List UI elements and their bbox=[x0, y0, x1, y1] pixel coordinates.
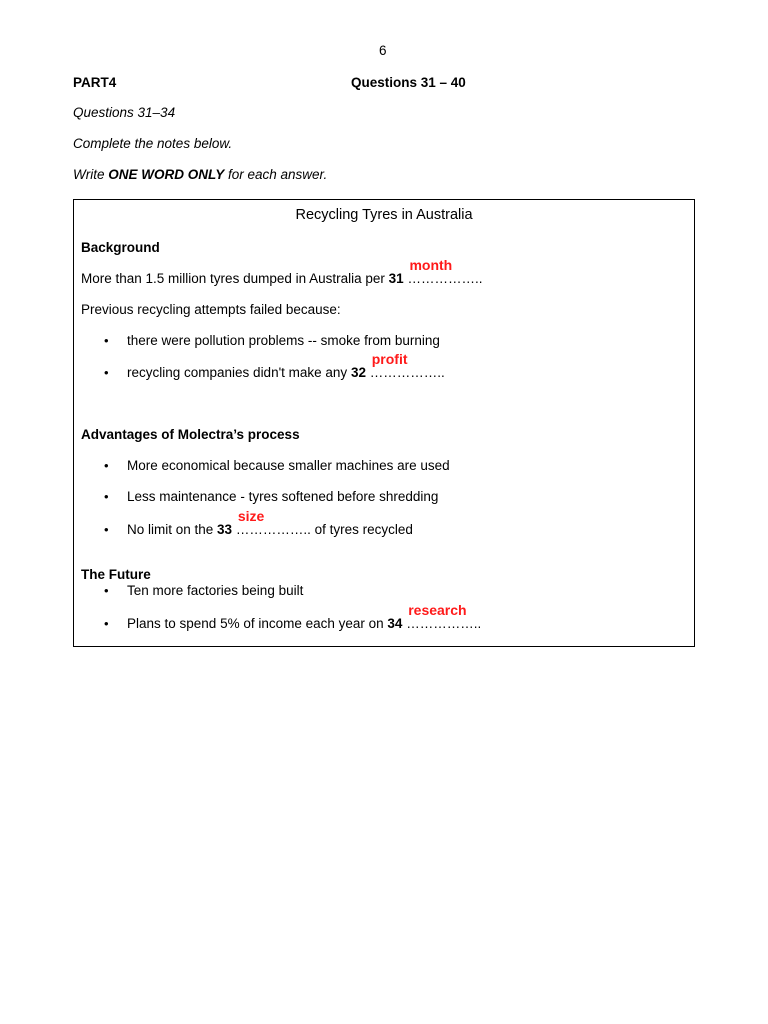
q34-answer-gap[interactable] bbox=[406, 602, 482, 631]
instruction-suffix: for each answer. bbox=[224, 167, 328, 182]
q33-dots: …………….. bbox=[235, 522, 311, 537]
q33-answer: size bbox=[237, 508, 265, 524]
bullet-marker: • bbox=[104, 489, 109, 504]
instruction-complete: Complete the notes below. bbox=[73, 136, 233, 151]
q32-prefix: recycling companies didn't make any bbox=[127, 365, 351, 380]
question-31-line bbox=[81, 257, 483, 286]
q34-dots: …………….. bbox=[406, 616, 482, 631]
instruction-bold: ONE WORD ONLY bbox=[108, 167, 225, 182]
questions-range: Questions 31 – 40 bbox=[351, 75, 466, 90]
q34-prefix: Plans to spend 5% of income each year on bbox=[127, 616, 388, 631]
q31-number: 31 bbox=[388, 271, 404, 286]
q34-answer: research bbox=[408, 602, 467, 618]
q33-number: 33 bbox=[217, 522, 233, 537]
bullet-pollution: there were pollution problems -- smoke from burning bbox=[127, 333, 440, 348]
page-number: 6 bbox=[379, 43, 387, 58]
q31-prefix: More than 1.5 million tyres dumped in Australia per bbox=[81, 271, 389, 286]
instruction-word-limit bbox=[73, 167, 327, 182]
advantages-heading: Advantages of Molectra’s process bbox=[81, 427, 300, 442]
future-heading: The Future bbox=[81, 567, 151, 582]
part-label: PART4 bbox=[73, 75, 117, 90]
bullet-factories: Ten more factories being built bbox=[127, 583, 304, 598]
bullet-maintenance: Less maintenance - tyres softened before shredding bbox=[127, 489, 439, 504]
bullet-marker: • bbox=[104, 458, 109, 473]
bullet-marker: • bbox=[104, 522, 109, 537]
q31-dots: …………….. bbox=[407, 271, 483, 286]
q33-answer-gap[interactable] bbox=[235, 508, 311, 537]
question-34-line bbox=[127, 602, 482, 631]
q32-dots: …………….. bbox=[369, 365, 445, 380]
background-heading: Background bbox=[81, 240, 160, 255]
instruction-prefix: Write bbox=[73, 167, 109, 182]
bullet-marker: • bbox=[104, 333, 109, 348]
q34-number: 34 bbox=[387, 616, 403, 631]
question-33-line bbox=[127, 508, 413, 537]
notes-title: Recycling Tyres in Australia bbox=[295, 207, 473, 223]
q33-suffix: of tyres recycled bbox=[310, 522, 413, 537]
questions-subheading: Questions 31–34 bbox=[73, 105, 176, 120]
bullet-marker: • bbox=[104, 583, 109, 598]
q32-answer-gap[interactable] bbox=[369, 351, 445, 380]
q31-answer-gap[interactable] bbox=[407, 257, 483, 286]
q32-number: 32 bbox=[350, 365, 366, 380]
notes-box bbox=[73, 199, 695, 647]
question-32-line bbox=[127, 351, 445, 380]
q33-prefix: No limit on the bbox=[127, 522, 218, 537]
failed-line: Previous recycling attempts failed because: bbox=[81, 302, 341, 317]
q32-answer: profit bbox=[371, 351, 408, 367]
bullet-marker: • bbox=[104, 365, 109, 380]
bullet-economical: More economical because smaller machines are used bbox=[127, 458, 450, 473]
bullet-marker: • bbox=[104, 616, 109, 631]
q31-answer: month bbox=[409, 257, 453, 273]
